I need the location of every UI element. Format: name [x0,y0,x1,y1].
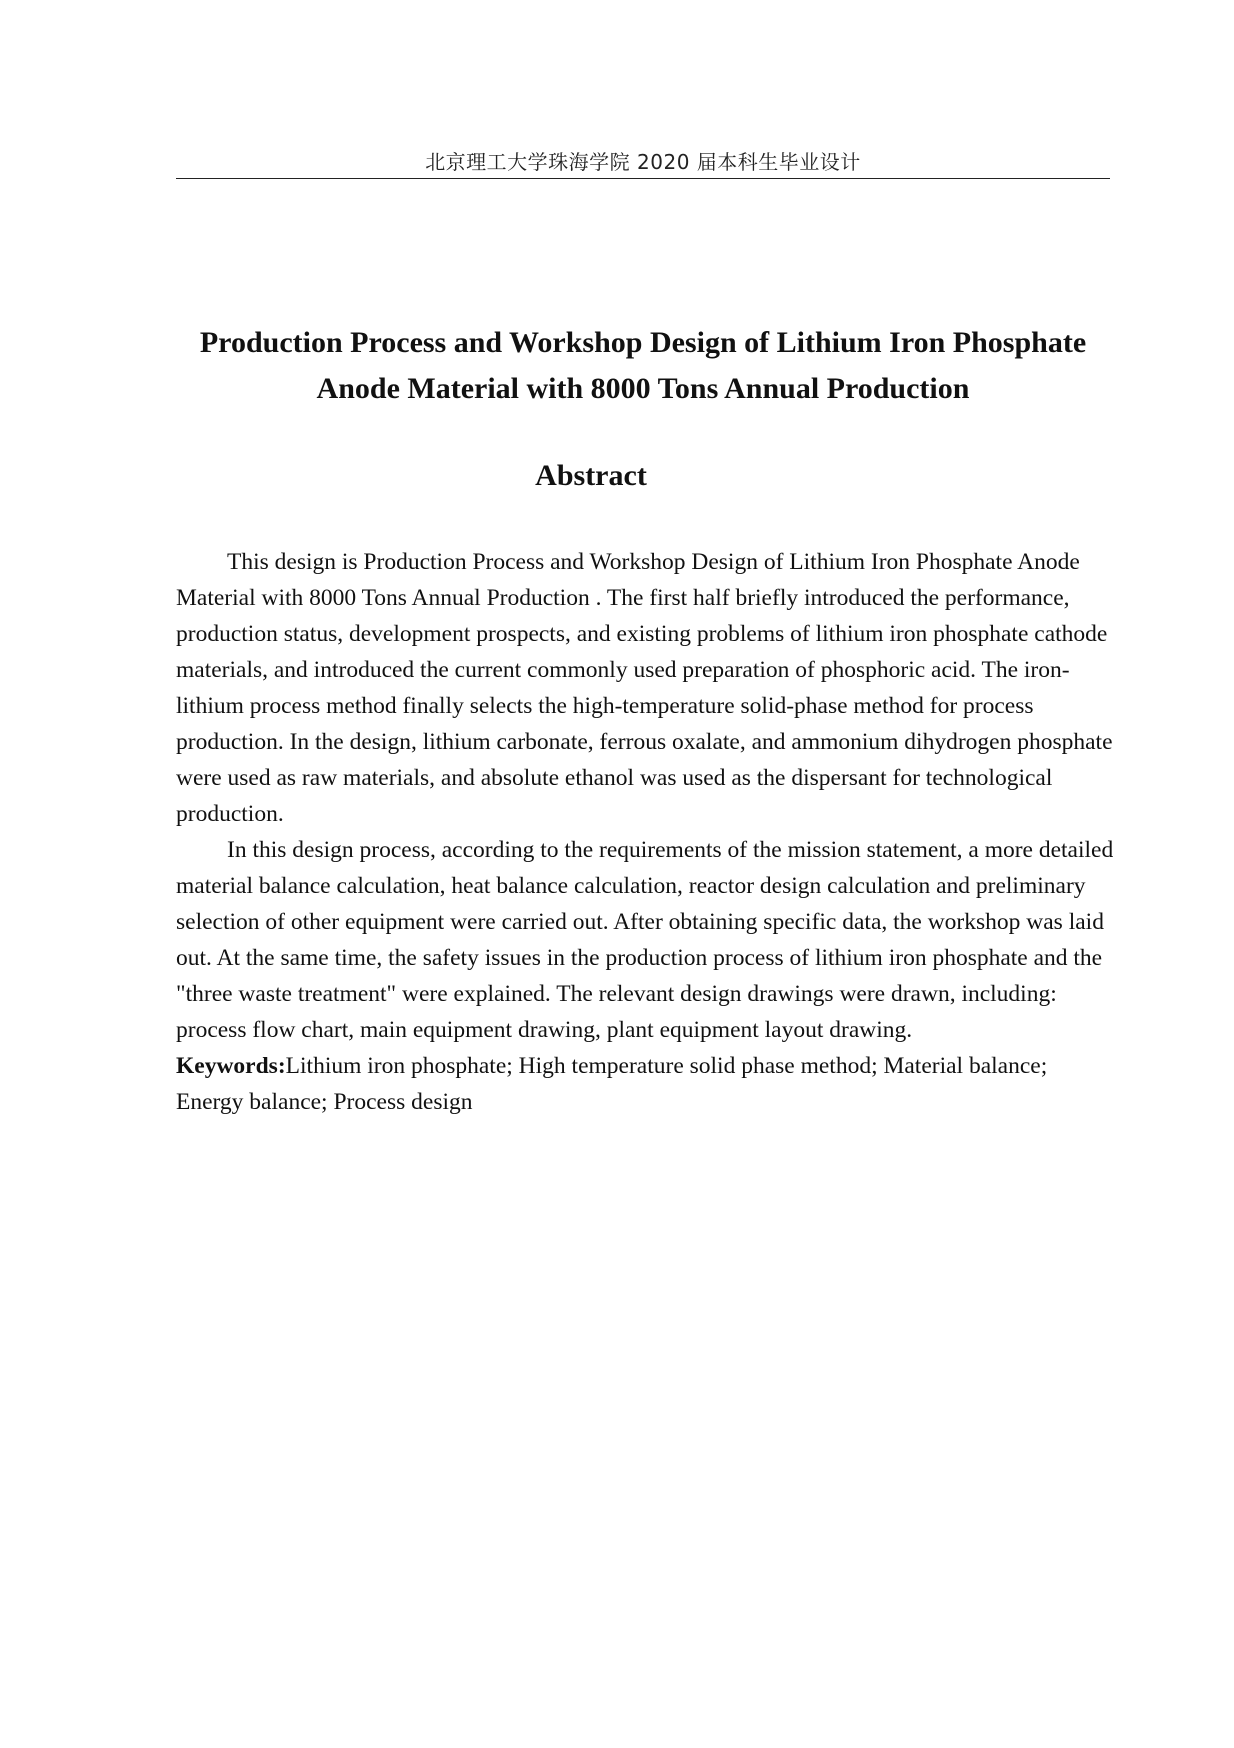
header-rule [176,178,1110,179]
keywords-label: Keywords: [176,1053,286,1079]
abstract-paragraph-1: This design is Production Process and Workshop Design of Lithium Iron Phosphate Anode Material with 8000 Tons Annual Production . The first half briefly introduced the performance, production status, development prospects, and existing problems of lithium iron phosphate cathode materials, and introduced the current commonly used preparation of phosphoric acid. The iron-lithium process method finally selects the high-temperature solid-phase method for process production. In the design, lithium carbonate, ferrous oxalate, and ammonium dihydrogen phosphate were used as raw materials, and absolute ethanol was used as the dispersant for technological production. [176,549,1113,827]
thesis-title-line-2: Anode Material with 8000 Tons Annual Production [316,372,970,405]
thesis-title-line-1: Production Process and Workshop Design of Lithium Iron Phosphate [199,326,1087,359]
running-header: 北京理工大学珠海学院 2020 届本科生毕业设计 [425,150,861,174]
keywords-line [176,1048,1116,1120]
abstract-heading: Abstract [535,459,647,492]
abstract-body [176,544,1116,1120]
thesis-title [176,320,1110,412]
abstract-paragraph-2: In this design process, according to the requirements of the mission statement, a more detailed material balance calculation, heat balance calculation, reactor design calculation and preliminary selection of other equipment were carried out. After obtaining specific data, the workshop was laid out. At the same time, the safety issues in the production process of lithium iron phosphate and the "three waste treatment" were explained. The relevant design drawings were drawn, including: process flow chart, main equipment drawing, plant equipment layout drawing. [176,837,1114,1043]
keywords-list: Lithium iron phosphate; High temperature solid phase method; Material balance; Energy balance; Process design [176,1053,1048,1115]
